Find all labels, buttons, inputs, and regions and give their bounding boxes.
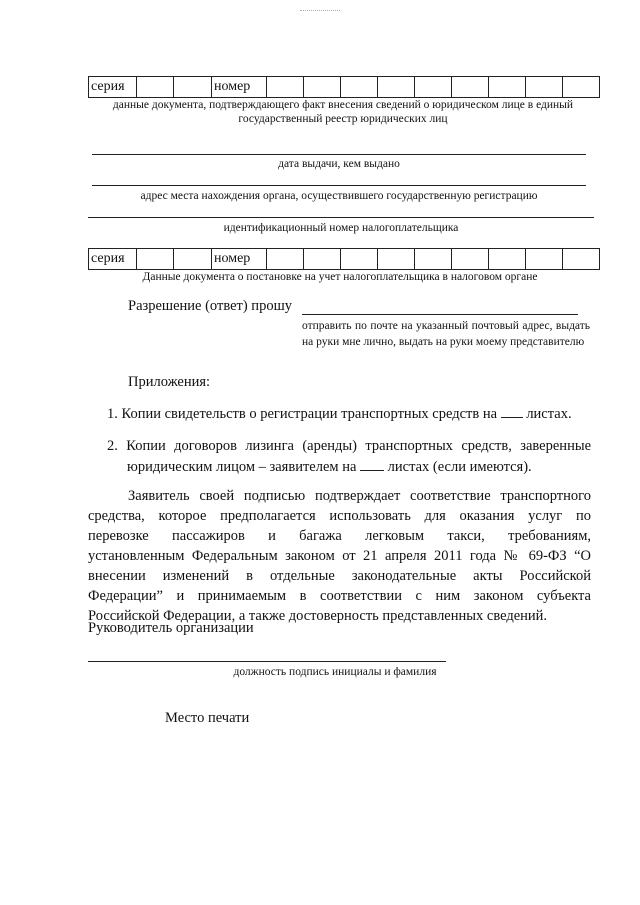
registry-caption: данные документа, подтверждающего факт внесения сведений о юридическом лице в единый государственный реестр юридических лиц xyxy=(112,99,574,125)
head-label: Руководитель организации xyxy=(88,620,254,636)
attachments-title: Приложения: xyxy=(128,374,211,390)
number-cell[interactable] xyxy=(304,249,341,270)
tax-number-grid xyxy=(88,248,600,270)
stamp-label: Место печати xyxy=(165,710,250,726)
number-cell[interactable] xyxy=(452,249,489,270)
attachment-item-1 xyxy=(107,403,591,424)
declaration-line: Федерации” и принимаемым в соответствии с ним законом субъекта xyxy=(88,588,591,604)
declaration-line: Заявитель своей подписью подтверждает соответствие транспортного xyxy=(128,488,591,504)
inn-caption: идентификационный номер налогоплательщика xyxy=(223,222,459,234)
permission-label: Разрешение (ответ) прошу xyxy=(128,298,292,314)
sheets-count-field[interactable] xyxy=(501,403,523,418)
number-cell[interactable] xyxy=(526,249,563,270)
number-cell[interactable] xyxy=(415,249,452,270)
permission-line[interactable] xyxy=(302,314,578,315)
attachment-line xyxy=(107,436,591,456)
number-cell[interactable] xyxy=(563,249,600,270)
attachment-item-2 xyxy=(107,436,591,477)
declaration-paragraph xyxy=(88,486,591,626)
signature-caption: должность подпись инициалы и фамилия xyxy=(233,666,437,678)
declaration-line: установленным Федеральным законом от 21 апреля 2011 года № 69-ФЗ “О xyxy=(88,548,591,564)
attachment-line xyxy=(107,456,591,477)
attachment-tail: листах (если имеются). xyxy=(387,459,532,475)
number-cell[interactable] xyxy=(341,77,378,98)
number-cell[interactable] xyxy=(452,77,489,98)
number-cell[interactable] xyxy=(526,77,563,98)
issue-line[interactable] xyxy=(92,154,586,155)
inn-line[interactable] xyxy=(88,217,594,218)
address-line[interactable] xyxy=(92,185,586,186)
series-cell[interactable] xyxy=(137,77,174,98)
declaration-line: внесении изменений в отдельные законодательные акты Российской xyxy=(88,568,591,584)
sheets-count-field[interactable] xyxy=(360,456,384,471)
series-label: серия xyxy=(89,249,137,270)
attachment-text: Копии свидетельств о регистрации транспортных средств на xyxy=(121,406,498,422)
declaration-line: Российской Федерации, а также достоверность представленных сведений. xyxy=(88,608,548,624)
number-cell[interactable] xyxy=(378,249,415,270)
series-cell[interactable] xyxy=(174,249,212,270)
registry-number-grid xyxy=(88,76,600,98)
number-cell[interactable] xyxy=(489,249,526,270)
number-cell[interactable] xyxy=(378,77,415,98)
declaration-line: перевозке пассажиров и багажа легковым такси, требованиям, xyxy=(88,528,591,544)
issue-caption: дата выдачи, кем выдано xyxy=(278,158,400,170)
number-cell[interactable] xyxy=(267,249,304,270)
series-cell[interactable] xyxy=(137,249,174,270)
signature-line[interactable] xyxy=(88,661,446,662)
top-mark xyxy=(300,10,340,11)
tax-caption: Данные документа о постановке на учет налогоплательщика в налоговом органе xyxy=(142,271,538,283)
permission-options: отправить по почте на указанный почтовый адрес, выдать на руки мне лично, выдать на руки моему представителю xyxy=(302,320,590,348)
address-caption: адрес места нахождения органа, осуществившего государственную регистрацию xyxy=(140,190,538,202)
number-cell[interactable] xyxy=(341,249,378,270)
attachment-text: юридическим лицом – заявителем на xyxy=(127,459,357,475)
series-label: серия xyxy=(89,77,137,98)
attachment-text: Копии договоров лизинга (аренды) транспортных средств, заверенные xyxy=(126,438,592,454)
series-cell[interactable] xyxy=(174,77,212,98)
attachment-number: 2. xyxy=(107,438,118,454)
declaration-line: средства, которое предполагается использовать для оказания услуг по xyxy=(88,508,591,524)
number-cell[interactable] xyxy=(415,77,452,98)
number-label: номер xyxy=(212,249,267,270)
number-cell[interactable] xyxy=(489,77,526,98)
number-cell[interactable] xyxy=(563,77,600,98)
number-cell[interactable] xyxy=(304,77,341,98)
number-cell[interactable] xyxy=(267,77,304,98)
attachment-tail: листах. xyxy=(526,406,572,422)
number-label: номер xyxy=(212,77,267,98)
attachment-number: 1. xyxy=(107,406,118,422)
